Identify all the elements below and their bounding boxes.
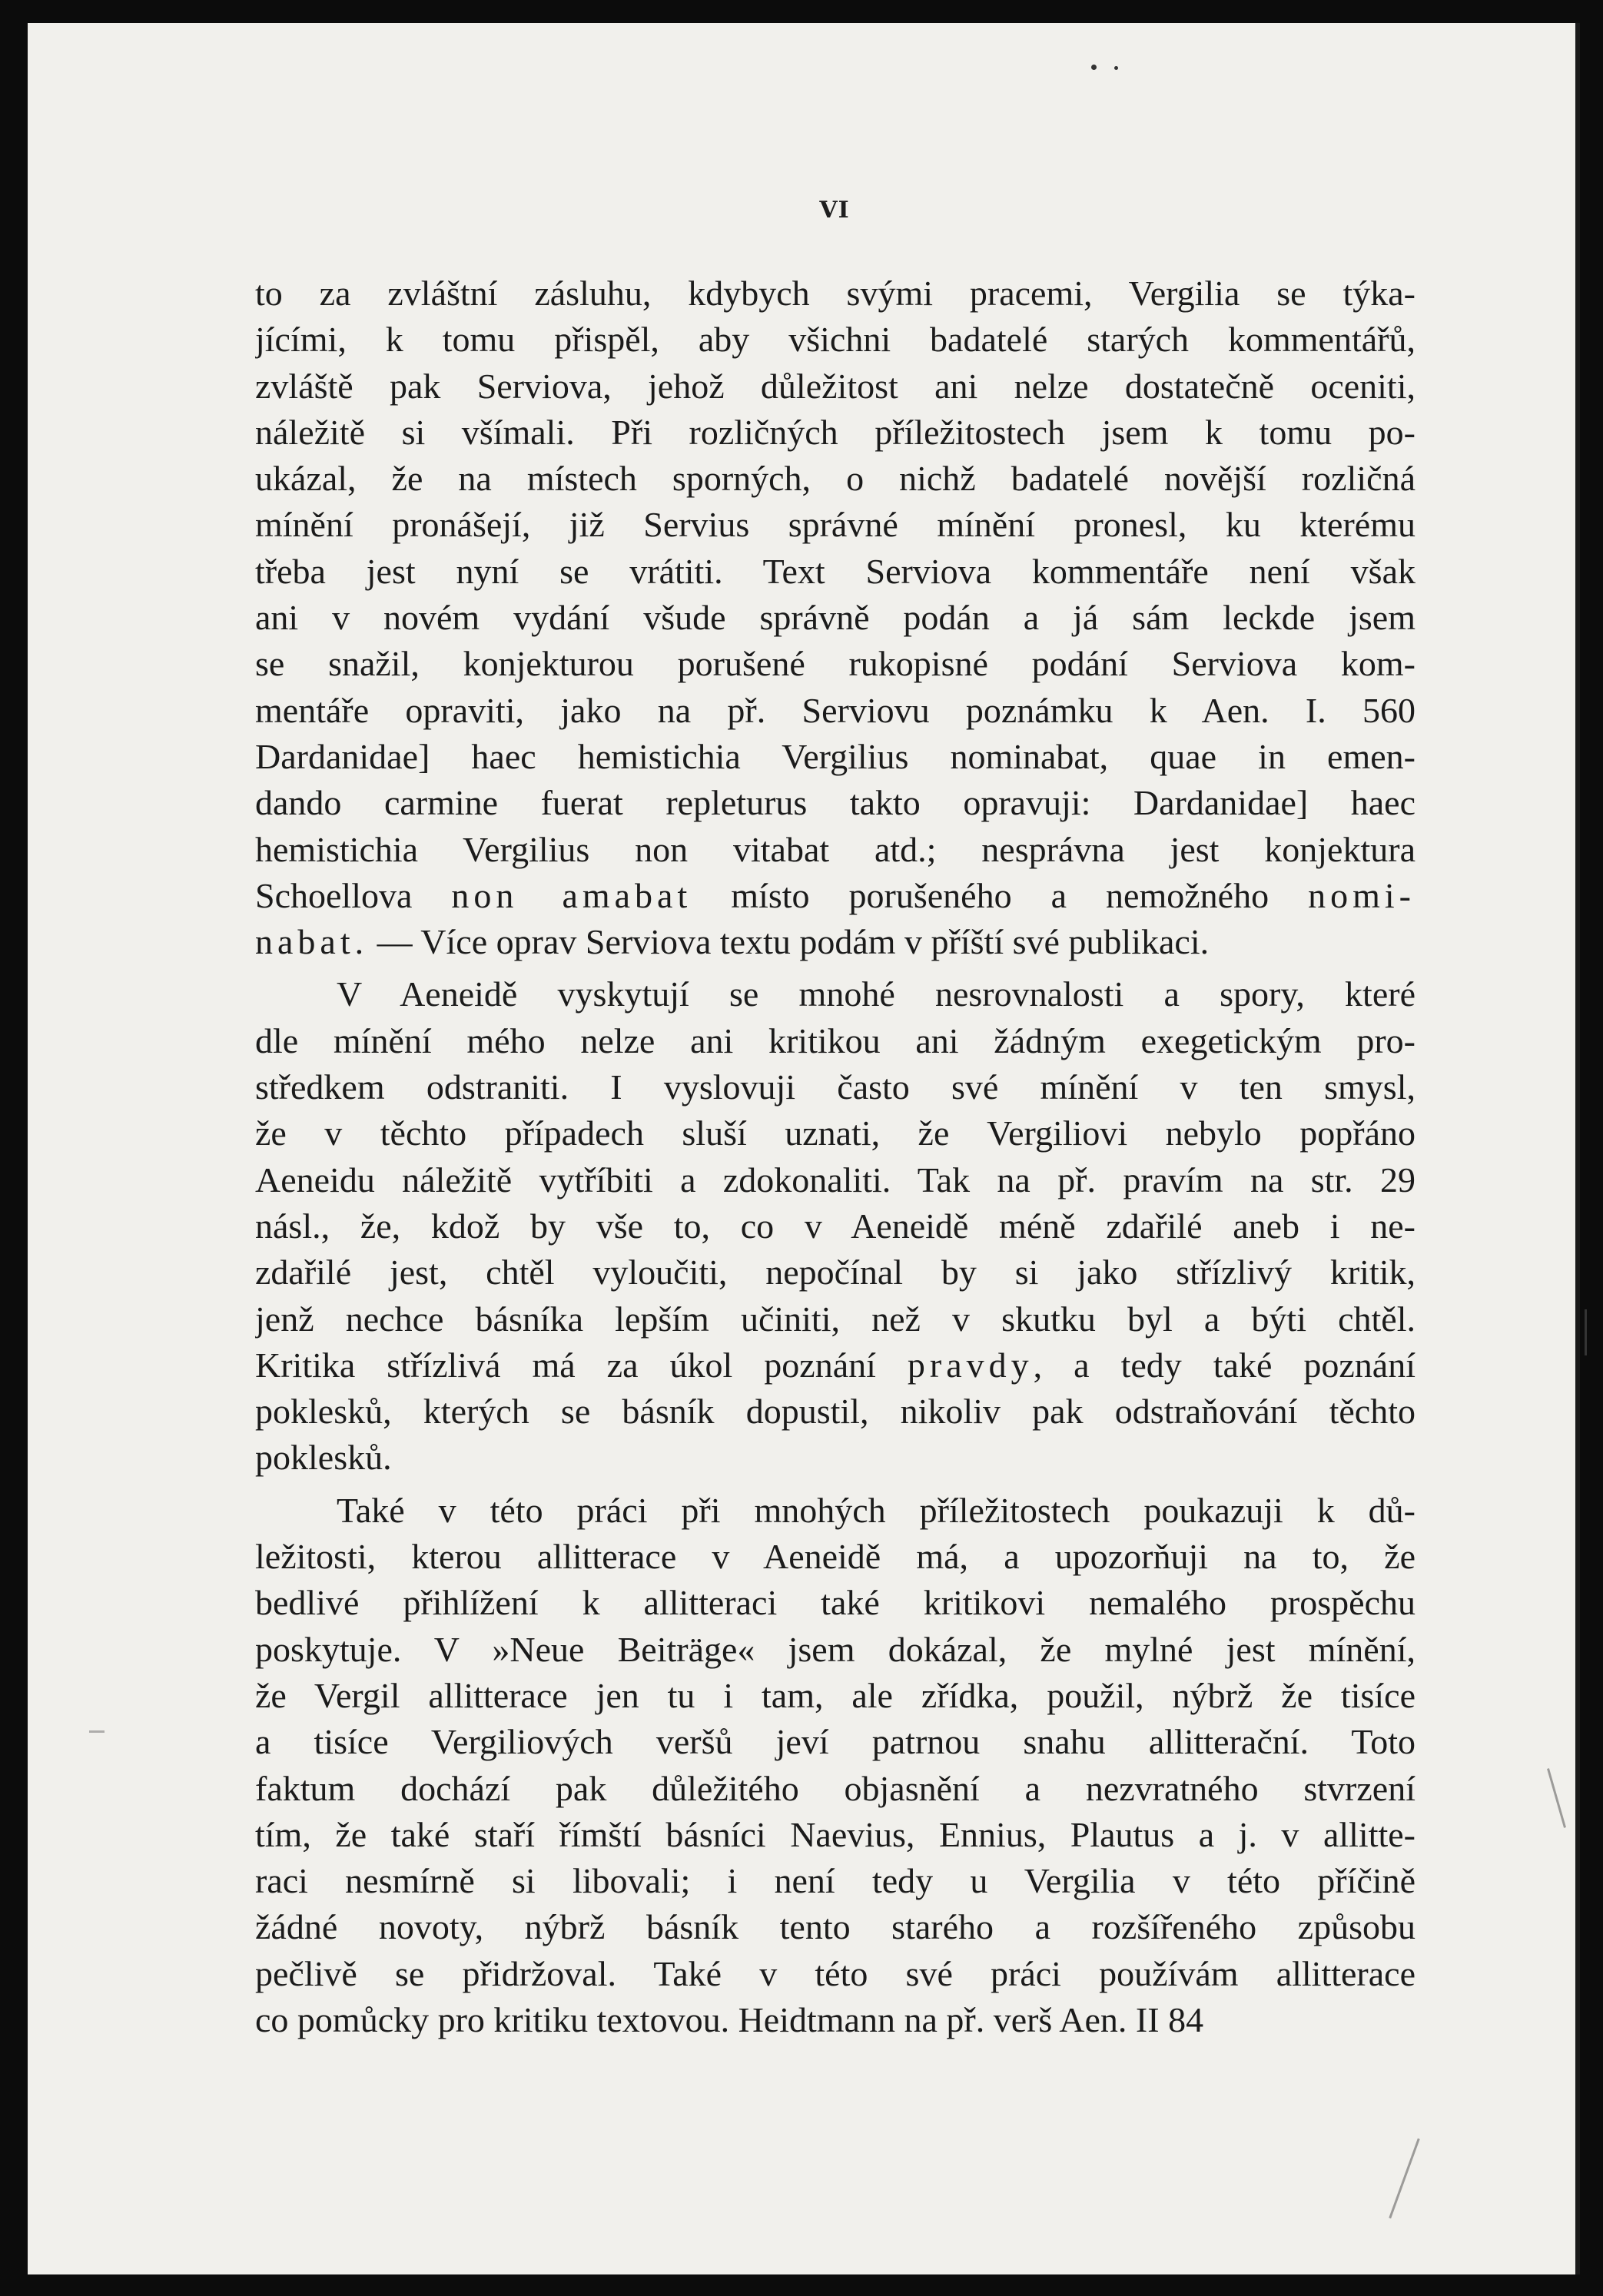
emphasis: nabat. [255, 922, 369, 962]
text-line: zvláště pak Serviova, jehož důležitost ani nelze dostatečně oceniti, [255, 366, 1415, 406]
ink-speck [1091, 65, 1097, 70]
text-line: Schoellova non amabat místo porušeného a nemožného nomi- [255, 875, 1415, 915]
text-line: náležitě si všímali. Při rozličných příležitostech jsem k tomu po- [255, 412, 1415, 452]
text-line: mentáře opraviti, jako na př. Serviovu poznámku k Aen. I. 560 [255, 690, 1415, 730]
text-line: zdařilé jest, chtěl vyloučiti, nepočínal by si jako střízlivý kritik, [255, 1253, 1415, 1292]
text-line: ležitosti, kterou allitterace v Aeneidě má, a upozorňuji na to, že [255, 1537, 1415, 1577]
text-line: Dardanidae] haec hemistichia Vergilius nominabat, quae in emen- [255, 736, 1415, 776]
text-line: žádné novoty, nýbrž básník tento starého a rozšířeného způsobu [255, 1907, 1415, 1947]
text-line: nabat. — Více oprav Serviova textu podám v příští své publikaci. [255, 922, 1210, 962]
ink-speck [1114, 66, 1118, 70]
paragraph-gap [255, 965, 1415, 971]
text-line: ukázal, že na místech sporných, o nichž badatelé novější rozličná [255, 459, 1415, 499]
emphasis: non amabat [451, 875, 692, 915]
book-page [28, 23, 1580, 2274]
text-line: Aeneidu náležitě vytříbiti a zdokonaliti. Tak na př. pravím na str. 29 [255, 1160, 1415, 1199]
text-line: třeba jest nyní se vrátiti. Text Serviova kommentáře není však [255, 551, 1415, 591]
text-line: tím, že také staří římští básníci Naevius, Ennius, Plautus a j. v allitte- [255, 1814, 1415, 1854]
paragraph [255, 270, 1415, 965]
text-line: poklesků. [255, 1438, 392, 1478]
text-line: a tisíce Vergiliových veršů jeví patrnou snahu allitterační. Toto [255, 1722, 1415, 1762]
text-line: Kritika střízlivá má za úkol poznání pravdy, a tedy také poznání [255, 1345, 1415, 1385]
text-line: násl., že, kdož by vše to, co v Aeneidě méně zdařilé aneb i ne- [255, 1206, 1415, 1246]
emphasis: nomi- [1308, 875, 1415, 915]
paragraph [255, 1488, 1415, 2044]
text-line: co pomůcky pro kritiku textovou. Heidtmann na př. verš Aen. II 84 [255, 1999, 1204, 2039]
emphasis: pravdy [907, 1345, 1034, 1385]
text-line: se snažil, konjekturou porušené rukopisné podání Serviova kom- [255, 644, 1415, 684]
paragraph-gap [255, 1481, 1415, 1488]
text-line: středkem odstraniti. I vyslovuji často své mínění v ten smysl, [255, 1067, 1415, 1107]
text-line: že v těchto případech sluší uznati, že Vergiliovi nebylo popřáno [255, 1113, 1415, 1153]
text-line: hemistichia Vergilius non vitabat atd.; nesprávna jest konjektura [255, 829, 1415, 869]
page-number: VI [819, 197, 850, 224]
text-line: jenž nechce básníka lepším učiniti, než v skutku byl a býti chtěl. [255, 1299, 1415, 1339]
text-line: ani v novém vydání všude správně podán a já sám leckde jsem [255, 598, 1415, 638]
text-line: bedlivé přihlížení k allitteraci také kritikovi nemalého prospěchu [255, 1583, 1415, 1623]
paragraph [255, 971, 1415, 1481]
text-line: poskytuje. V »Neue Beiträge« jsem dokázal, že mylné jest mínění, [255, 1629, 1415, 1669]
text-line: to za zvláštní zásluhu, kdybych svými pracemi, Vergilia se týka- [255, 274, 1415, 313]
paper-scratch [1585, 1309, 1587, 1355]
paper-scratch [1389, 2138, 1419, 2218]
text-line: dle mínění mého nelze ani kritikou ani žádným exegetickým pro- [255, 1020, 1415, 1060]
text-line: mínění pronášejí, již Servius správné mínění pronesl, ku kterému [255, 505, 1415, 545]
text-line: poklesků, kterých se básník dopustil, nikoliv pak odstraňování těchto [255, 1392, 1415, 1432]
text-line: pečlivě se přidržoval. Také v této své práci používám allitterace [255, 1953, 1415, 1993]
text-line: V Aeneidě vyskytují se mnohé nesrovnalosti a spory, které [337, 974, 1415, 1014]
text-line: dando carmine fuerat repleturus takto opravuji: Dardanidae] haec [255, 783, 1415, 823]
text-line: jícími, k tomu přispěl, aby všichni badatelé starých kommentářů, [255, 320, 1415, 360]
text-line: raci nesmírně si libovali; i není tedy u Vergilia v této příčině [255, 1861, 1415, 1901]
paper-scratch [89, 1730, 105, 1733]
text-line: Také v této práci při mnohých příležitostech poukazuji k dů- [337, 1490, 1415, 1530]
body-text [255, 270, 1415, 2043]
paper-scratch [1547, 1768, 1566, 1828]
text-line: faktum dochází pak důležitého objasnění a nezvratného stvrzení [255, 1768, 1415, 1808]
text-line: že Vergil allitterace jen tu i tam, ale zřídka, použil, nýbrž že tisíce [255, 1675, 1415, 1715]
